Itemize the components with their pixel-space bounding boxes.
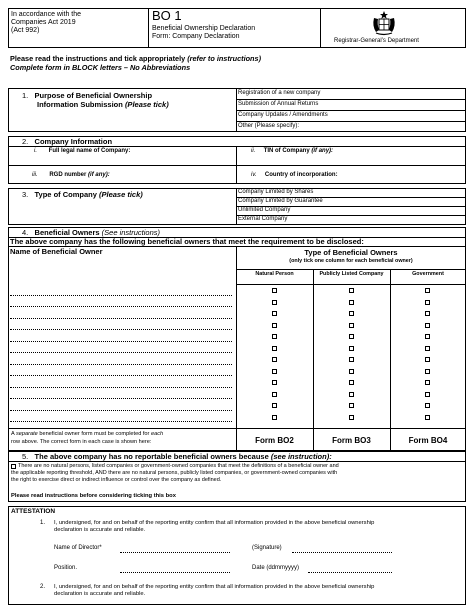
form-bo2-label: Form BO2 (255, 436, 294, 445)
government-checkbox[interactable] (425, 403, 430, 408)
government-checkbox[interactable] (425, 300, 430, 305)
type-option-external[interactable]: External Company (238, 216, 288, 222)
section-2-title: 2. Company Information (22, 137, 113, 146)
owner-type-subheader: (only tick one column for each beneficial owner) (289, 258, 413, 264)
purpose-option-amendments[interactable]: Company Updates / Amendments (238, 112, 328, 118)
natural-person-checkbox[interactable] (272, 311, 277, 316)
signature-label: (Signature) (252, 545, 282, 551)
owner-name-field[interactable] (10, 387, 232, 388)
section-3-title: 3. Type of Company (Please tick) (22, 190, 143, 199)
publicly-listed-checkbox[interactable] (349, 346, 354, 351)
natural-person-checkbox[interactable] (272, 300, 277, 305)
form-code: BO 1 (152, 8, 182, 23)
owner-name-field[interactable] (10, 295, 232, 296)
instructions: Please read the instructions and tick appropriately (refer to instructions) Complete form in BLOCK letters – No Abbreviations (10, 54, 262, 72)
owner-name-field[interactable] (10, 375, 232, 376)
owner-name-field[interactable] (10, 352, 232, 353)
natural-person-checkbox[interactable] (272, 403, 277, 408)
no-beneficial-owners-checkbox[interactable] (11, 464, 16, 469)
government-checkbox[interactable] (425, 369, 430, 374)
publicly-listed-checkbox[interactable] (349, 300, 354, 305)
owner-name-header: Name of Beneficial Owner (10, 247, 103, 256)
section-1-title: 1. Purpose of Beneficial Ownership Information Submission (Please tick) (22, 91, 169, 109)
form-title: Beneficial Ownership Declaration Form: Company Declaration (152, 25, 256, 40)
form-bo3-label: Form BO3 (332, 436, 371, 445)
natural-person-checkbox[interactable] (272, 334, 277, 339)
section-5-title: 5. The above company has no reportable beneficial owners because (see instruction): (22, 452, 332, 461)
natural-person-checkbox[interactable] (272, 380, 277, 385)
owner-name-field[interactable] (10, 306, 232, 307)
department-name: Registrar-General’s Department (334, 38, 419, 44)
date-label: Date (ddmmyyyy) (252, 565, 300, 571)
natural-person-checkbox[interactable] (272, 288, 277, 293)
type-option-shares[interactable]: Company Limited by Shares (238, 189, 314, 195)
publicly-listed-checkbox[interactable] (349, 334, 354, 339)
field-company-name-label: i. Full legal name of Company: (34, 148, 131, 154)
government-checkbox[interactable] (425, 392, 430, 397)
government-checkbox[interactable] (425, 346, 430, 351)
act-reference: In accordance with the Companies Act 2019 (Act 992) (11, 11, 82, 34)
attestation-statement-2: I, undersigned, for and on behalf of the reporting entity confirm that all information provided in the above beneficial ownership declaration is accurate and reliable. (54, 584, 375, 597)
government-checkbox[interactable] (425, 323, 430, 328)
column-government: Government (412, 271, 444, 277)
natural-person-checkbox[interactable] (272, 392, 277, 397)
government-checkbox[interactable] (425, 380, 430, 385)
owner-type-header: Type of Beneficial Owners (304, 248, 398, 257)
publicly-listed-checkbox[interactable] (349, 288, 354, 293)
field-country-label: iv. Country of incorporation: (251, 172, 338, 178)
publicly-listed-checkbox[interactable] (349, 311, 354, 316)
section-5-note: Please read instructions before considering ticking this box (11, 493, 176, 499)
owner-name-field[interactable] (10, 364, 232, 365)
section-4-title: 4. Beneficial Owners (See instructions) (22, 228, 161, 237)
publicly-listed-checkbox[interactable] (349, 415, 354, 420)
purpose-option-annual-returns[interactable]: Submission of Annual Returns (238, 101, 319, 107)
date-field[interactable] (308, 572, 392, 573)
signature-field[interactable] (292, 552, 392, 553)
government-checkbox[interactable] (425, 288, 430, 293)
type-option-unlimited[interactable]: Unlimited Company (238, 207, 291, 213)
publicly-listed-checkbox[interactable] (349, 392, 354, 397)
type-option-guarantee[interactable]: Company Limited by Guarantee (238, 198, 323, 204)
section-4-subtitle: The above company has the following beneficial owners that meet the requirement to be disclosed: (10, 237, 364, 246)
owner-name-field[interactable] (10, 421, 232, 422)
owner-name-field[interactable] (10, 341, 232, 342)
publicly-listed-checkbox[interactable] (349, 323, 354, 328)
natural-person-checkbox[interactable] (272, 369, 277, 374)
government-checkbox[interactable] (425, 311, 430, 316)
form-bo4-label: Form BO4 (408, 436, 448, 445)
natural-person-checkbox[interactable] (272, 415, 277, 420)
publicly-listed-checkbox[interactable] (349, 357, 354, 362)
position-label: Position. (54, 565, 78, 571)
natural-person-checkbox[interactable] (272, 346, 277, 351)
government-checkbox[interactable] (425, 415, 430, 420)
director-name-label: Name of Director* (54, 545, 102, 551)
column-publicly-listed: Publicly Listed Company (319, 271, 384, 277)
natural-person-checkbox[interactable] (272, 323, 277, 328)
attestation-statement-1: I, undersigned, for and on behalf of the reporting entity confirm that all information provided in the above beneficial ownership declaration is accurate and reliable. (54, 520, 375, 533)
publicly-listed-checkbox[interactable] (349, 403, 354, 408)
natural-person-checkbox[interactable] (272, 357, 277, 362)
declaration-form: In accordance with the Companies Act 2019 (Act 992) BO 1 Beneficial Ownership Declaration Form: Company Declaration Registrar-General’s Department Please read the instructions and tick appropriately (refer to instructions) Complete form in BLOCK letters – No Abbreviations 1. Purpose of Beneficial Ownership Information Submission (Please tick) Registration of a new company Submission of Annual Returns Company Updates / Amendments Other (Please specify): 2. Company Information i. Full legal name of Company: ii. TIN of Company (if any): iii. RGD number (if any): iv. Country of incorporation: 3. Type of Company (Please tick) Company Limited by Shares Company Limited by Guarantee Unlimited Company External Company 4. Beneficial Owners (See instructions) The above company has the following beneficial owners that meet the requirement to be disclosed: Name of Beneficial Owner Type of Beneficial Owners (only tick one column for each beneficial owner) Natural Person Publicly Listed Company Government A separate beneficial owner form must be completed for each row above. The correct form in each case is shown here: Form BO2 Form BO3 Form BO4 5. The above company has no reportable beneficial owners because (see instruction): There are no natural persons, listed companies or government-owned companies that meet the definitions of a beneficial owner and the applicable reporting threshold, AND there are no natural persons, publicly listed companies, or government-owned companies with the right to exercise direct or indirect influence or control over the company as defined. Please read instructions before considering ticking this box ATTESTATION 1. I, undersigned, for and on behalf of the reporting entity confirm that all information provided in the above beneficial ownership declaration is accurate and reliable. Name of Director* (Signature) Position. Date (ddmmyyyy) 2. I, undersigned, for and on behalf of the reporting entity confirm that all information provided in the above beneficial ownership declaration is accurate and reliable. (8, 8, 466, 605)
owner-name-field[interactable] (10, 329, 232, 330)
director-name-field[interactable] (120, 552, 230, 553)
field-rgd-label: iii. RGD number (if any): (32, 172, 110, 178)
publicly-listed-checkbox[interactable] (349, 369, 354, 374)
position-field[interactable] (120, 572, 230, 573)
owner-name-field[interactable] (10, 318, 232, 319)
owner-name-field[interactable] (10, 398, 232, 399)
owner-name-field[interactable] (10, 410, 232, 411)
column-natural-person: Natural Person (255, 271, 294, 277)
field-tin-label: ii. TIN of Company (if any): (251, 148, 334, 154)
section-5-text: There are no natural persons, listed companies or government-owned companies that meet the definitions of a beneficial owner and (18, 463, 339, 469)
attestation-title: ATTESTATION (11, 508, 56, 515)
publicly-listed-checkbox[interactable] (349, 380, 354, 385)
government-checkbox[interactable] (425, 334, 430, 339)
section-4-footnote: A separate beneficial owner form must be completed for each row above. The correct form in each case is shown here: (11, 431, 164, 445)
purpose-option-other[interactable]: Other (Please specify): (238, 123, 300, 129)
purpose-option-new-company[interactable]: Registration of a new company (238, 90, 321, 96)
government-checkbox[interactable] (425, 357, 430, 362)
coat-of-arms-icon (370, 10, 398, 36)
